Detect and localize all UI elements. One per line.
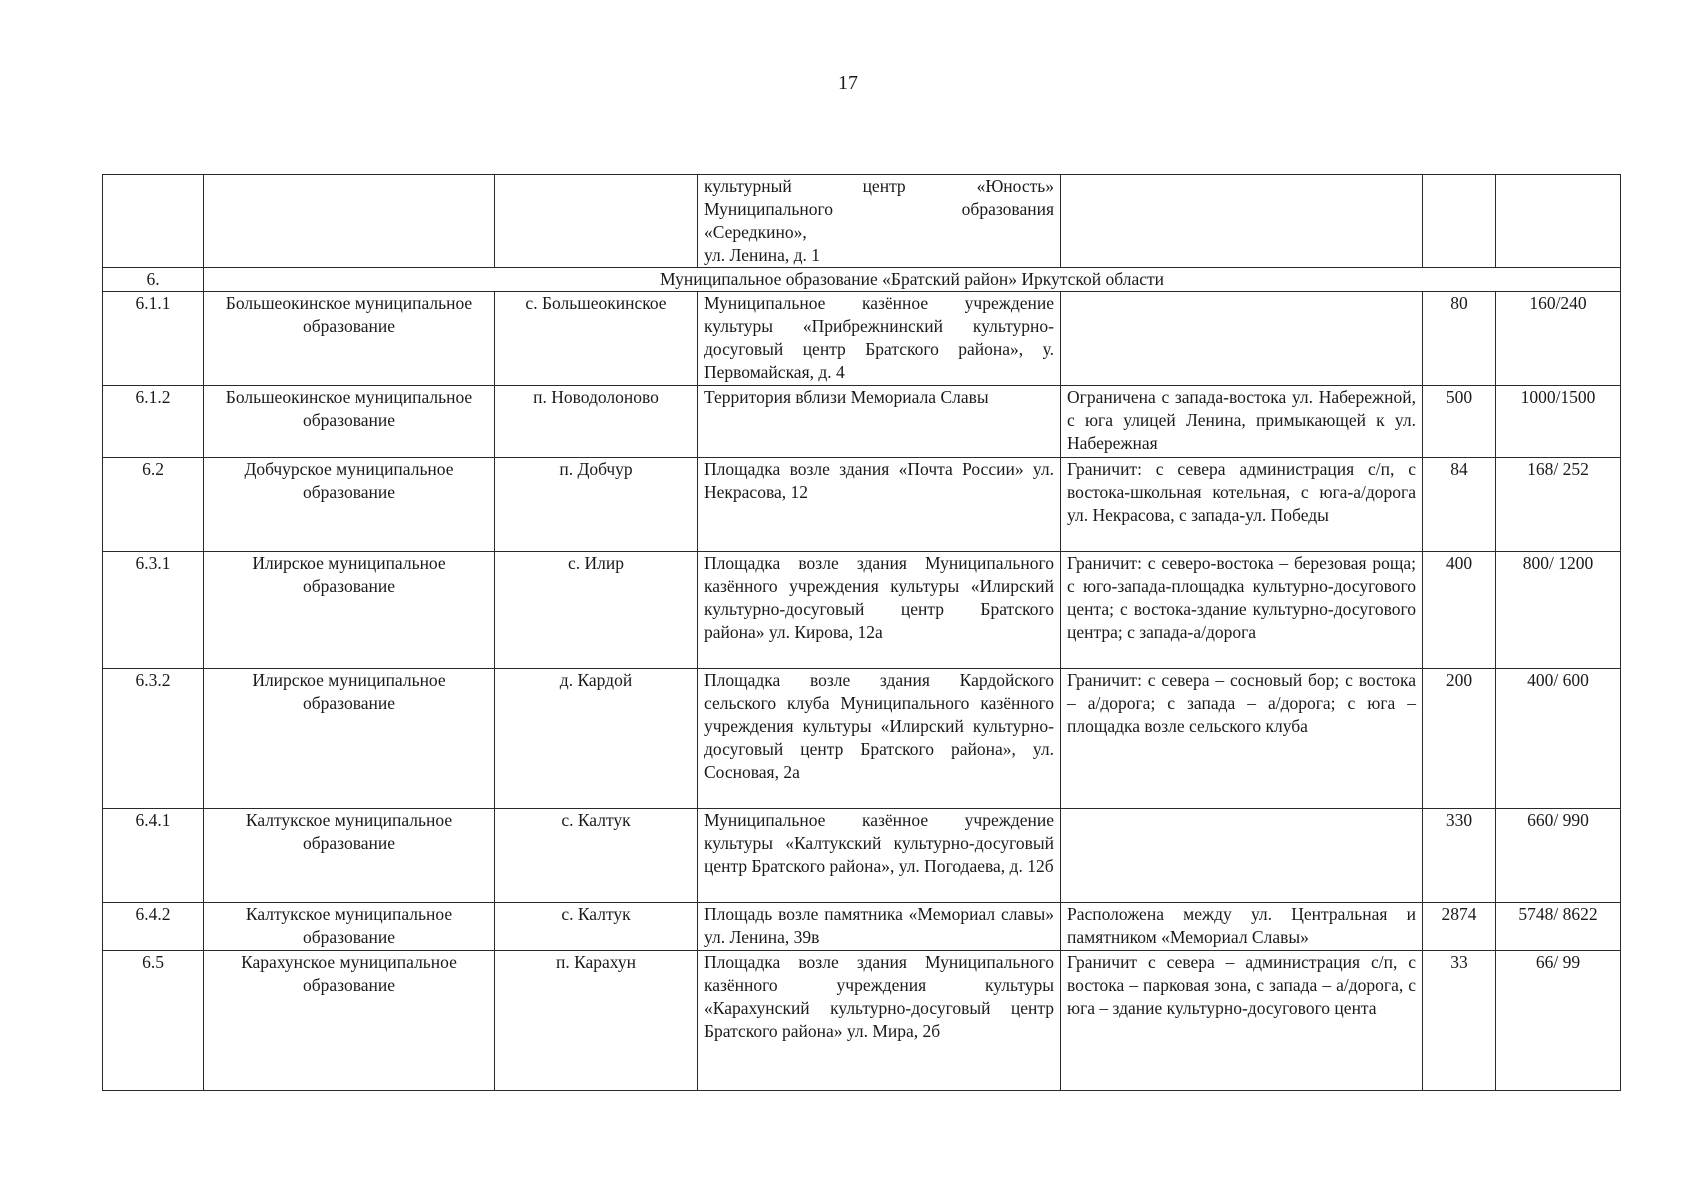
cell-object: Площадка возле здания Муниципального казённого учреждения культуры «Илирский культурно-досуговый центр Братского района» ул. Кирова, 12а — [698, 552, 1061, 669]
table-row — [103, 458, 1621, 552]
table-row — [103, 552, 1621, 669]
cell-object: Муниципальное казённое учреждение культуры «Калтукский культурно-досуговый центр Братского района», ул. Погодаева, д. 12б — [698, 809, 1061, 903]
cell-number: 6.2 — [103, 458, 204, 552]
cell-boundary: Граничит: с севера – сосновый бор; с востока – а/дорога; с запада – а/дорога; с юга – площадка возле сельского клуба — [1061, 669, 1423, 809]
table-row — [103, 386, 1621, 458]
cell-settlement: с. Калтук — [495, 809, 698, 903]
cell-capacity: 200 — [1423, 669, 1496, 809]
object-line: культурный центр «Юность» — [704, 176, 1054, 196]
cell-number: 6.3.2 — [103, 669, 204, 809]
cell-settlement: п. Карахун — [495, 951, 698, 1091]
cell-municipality: Калтукское муниципальное образование — [204, 903, 495, 951]
cell-boundary: Ограничена с запада-востока ул. Набережной, с юга улицей Ленина, примыкающей к ул. Набережная — [1061, 386, 1423, 458]
cell-settlement: с. Калтук — [495, 903, 698, 951]
cell-norm: 400/ 600 — [1496, 669, 1621, 809]
cell-boundary: Граничит с севера – администрация с/п, с востока – парковая зона, с запада – а/дорога, с юга – здание культурно-досугового цента — [1061, 951, 1423, 1091]
cell-municipality: Карахунское муниципальное образование — [204, 951, 495, 1091]
section-title: Муниципальное образование «Братский район» Иркутской области — [204, 268, 1621, 292]
cell-norm: 1000/1500 — [1496, 386, 1621, 458]
cell-capacity: 33 — [1423, 951, 1496, 1091]
cell-settlement — [495, 175, 698, 268]
cell-capacity: 500 — [1423, 386, 1496, 458]
cell-object: Площадка возле здания «Почта России» ул. Некрасова, 12 — [698, 458, 1061, 552]
table-body — [103, 175, 1621, 1091]
cell-number: 6.1.1 — [103, 292, 204, 386]
cell-boundary — [1061, 175, 1423, 268]
section-row — [103, 268, 1621, 292]
cell-object — [698, 175, 1061, 268]
cell-capacity: 84 — [1423, 458, 1496, 552]
cell-settlement: с. Большеокинское — [495, 292, 698, 386]
cell-capacity — [1423, 175, 1496, 268]
cell-object: Площадь возле памятника «Мемориал славы» ул. Ленина, 39в — [698, 903, 1061, 951]
cell-municipality: Добчурское муниципальное образование — [204, 458, 495, 552]
cell-capacity: 80 — [1423, 292, 1496, 386]
cell-norm: 168/ 252 — [1496, 458, 1621, 552]
cell-boundary: Граничит: с северо-востока – березовая роща; с юго-запада-площадка культурно-досугового цента; с востока-здание культурно-досугового центра; с запада-а/дорога — [1061, 552, 1423, 669]
cell-boundary: Граничит: с севера администрация с/п, с востока-школьная котельная, с юга-а/дорога ул. Некрасова, с запада-ул. Победы — [1061, 458, 1423, 552]
cell-settlement: п. Добчур — [495, 458, 698, 552]
object-line: «Середкино», — [704, 222, 807, 242]
cell-number: 6.3.1 — [103, 552, 204, 669]
object-line: ул. Ленина, д. 1 — [704, 245, 820, 265]
cell-object: Муниципальное казённое учреждение культуры «Прибрежнинский культурно-досуговый центр Братского района», у. Первомайская, д. 4 — [698, 292, 1061, 386]
table-row — [103, 903, 1621, 951]
cell-norm: 160/240 — [1496, 292, 1621, 386]
cell-municipality: Большеокинское муниципальное образование — [204, 292, 495, 386]
cell-settlement: д. Кардой — [495, 669, 698, 809]
cell-number — [103, 175, 204, 268]
cell-municipality: Большеокинское муниципальное образование — [204, 386, 495, 458]
page-number: 17 — [838, 72, 858, 94]
cell-norm — [1496, 175, 1621, 268]
cell-boundary: Расположена между ул. Центральная и памятником «Мемориал Славы» — [1061, 903, 1423, 951]
cell-municipality: Илирское муниципальное образование — [204, 552, 495, 669]
cell-capacity: 2874 — [1423, 903, 1496, 951]
cell-norm: 800/ 1200 — [1496, 552, 1621, 669]
cell-norm: 66/ 99 — [1496, 951, 1621, 1091]
cell-number: 6.1.2 — [103, 386, 204, 458]
cell-municipality: Калтукское муниципальное образование — [204, 809, 495, 903]
cell-settlement: с. Илир — [495, 552, 698, 669]
table-row — [103, 809, 1621, 903]
cell-municipality: Илирское муниципальное образование — [204, 669, 495, 809]
cell-settlement: п. Новодолоново — [495, 386, 698, 458]
table-row — [103, 292, 1621, 386]
cell-norm: 660/ 990 — [1496, 809, 1621, 903]
cell-object: Территория вблизи Мемориала Славы — [698, 386, 1061, 458]
cell-number: 6.4.1 — [103, 809, 204, 903]
cell-norm: 5748/ 8622 — [1496, 903, 1621, 951]
cell-number: 6.5 — [103, 951, 204, 1091]
cell-municipality — [204, 175, 495, 268]
cell-boundary — [1061, 809, 1423, 903]
object-line: Муниципального образования — [704, 199, 1054, 219]
venues-table — [102, 174, 1621, 1091]
cell-object: Площадка возле здания Муниципального казённого учреждения культуры «Карахунский культурно-досуговый центр Братского района» ул. Мира, 2б — [698, 951, 1061, 1091]
cell-capacity: 400 — [1423, 552, 1496, 669]
cell-capacity: 330 — [1423, 809, 1496, 903]
section-number: 6. — [103, 268, 204, 292]
continuation-row — [103, 175, 1621, 268]
table-row — [103, 669, 1621, 809]
cell-object: Площадка возле здания Кардойского сельского клуба Муниципального казённого учреждения культуры «Илирский культурно-досуговый центр Братского района», ул. Сосновая, 2а — [698, 669, 1061, 809]
cell-boundary — [1061, 292, 1423, 386]
table-row — [103, 951, 1621, 1091]
cell-number: 6.4.2 — [103, 903, 204, 951]
